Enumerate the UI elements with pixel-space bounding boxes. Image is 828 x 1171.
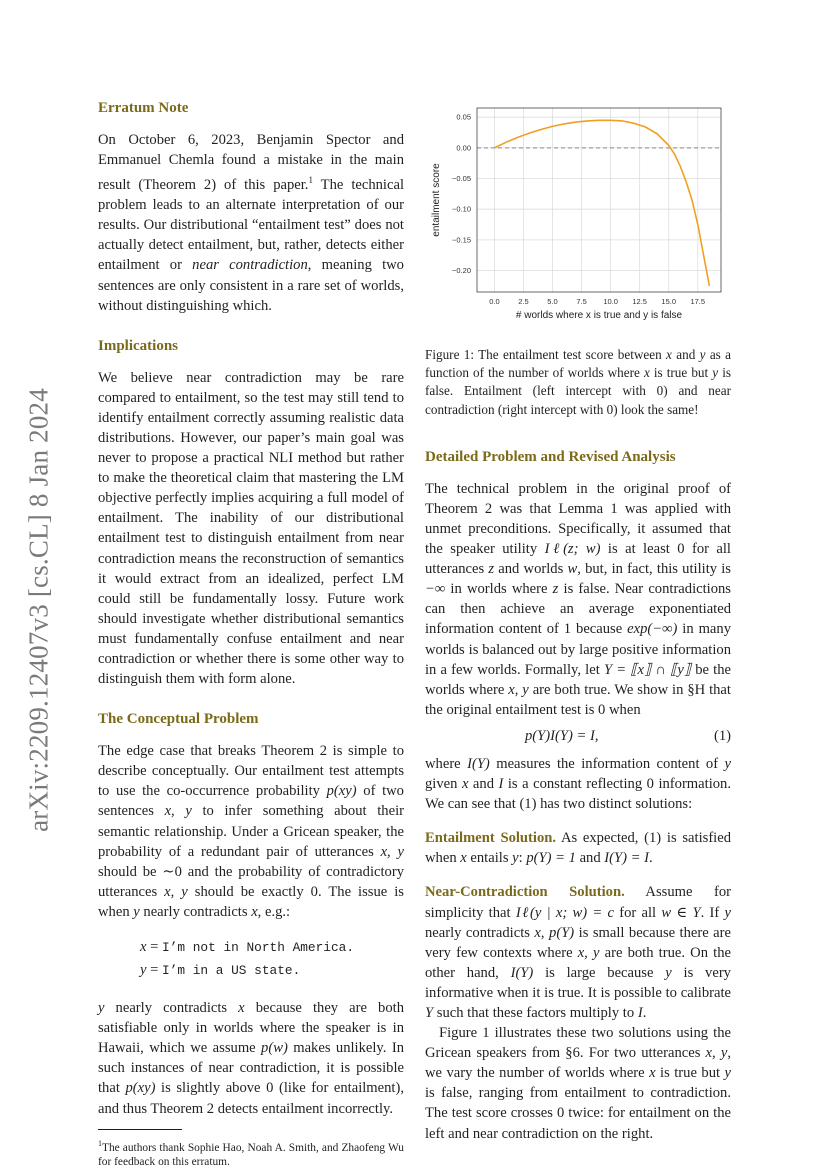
- x-tick-label: 2.5: [518, 297, 529, 306]
- x-tick-label: 12.5: [632, 297, 647, 306]
- arxiv-sidebar: [24, 377, 54, 843]
- entailment-solution-paragraph: Entailment Solution. As expected, (1) is satisfied when x entails y: p(Y) = 1 and I(Y) = I.: [425, 830, 732, 867]
- implications-paragraph: We believe near contradiction may be rare compared to entailment, so the test may still tend to identify entailment correctly assuming realistic data distributions. However, our paper’s main goal was never to propose a practical NLI method but rather to make the theoretical claim that mastering the LM objective perfectly implies acquiring a full model of entailment. The inability of our distributional entailment test to distinguish entailment from near contradiction means the reconstruction of semantics it would extract from an idealized, perfect LM could still be fundamentally lossy. Future work should investigate whether distributional semantics must fundamentally confuse entailment and near contradiction or whether there is some other way to distinguish them with form alone.: [98, 369, 404, 688]
- entailment-score-chart: [425, 104, 731, 324]
- footnote-marker[interactable]: 1: [308, 175, 313, 186]
- y-tick-label: −0.15: [452, 235, 471, 245]
- y-tick-labels: [452, 113, 471, 275]
- erratum-heading: Erratum Note: [98, 100, 189, 116]
- left-column: [98, 98, 404, 1170]
- footnote: $^1$The authors thank Sophie Hao, Noah A. Smith, and Zhaofeng Wu for feedback on this erratum.: [98, 1138, 404, 1169]
- x-tick-label: 15.0: [661, 297, 677, 306]
- equation-number: (1): [713, 727, 731, 744]
- conceptual-heading: The Conceptual Problem: [98, 711, 259, 728]
- x-axis-label: # worlds where x is true and y is false: [515, 310, 683, 321]
- figure-discussion-paragraph: Figure 1 illustrates these two solutions using the Gricean speakers from §6. For two utterances x, y, we vary the number of worlds where x is true but y is false, ranging from entailment to contradiction. The test score crosses 0 twice: for entailment on the left and near contradiction on the right.: [425, 1025, 731, 1142]
- plot-frame: [477, 108, 721, 292]
- solutions-intro: where I(Y) measures the information content of y given x and I is a constant reflecting 0 information. We can see that (1) has two distinct solutions:: [425, 755, 731, 813]
- detailed-heading: Detailed Problem and Revised Analysis: [425, 448, 676, 465]
- figure-1: [425, 104, 731, 334]
- figure-caption: Figure 1: The entailment test score between x and y as a function of the number of worlds where x is true but y is false. Entailment (left intercept with 0) and near contradiction (right intercept with 0) look the same!: [425, 347, 731, 417]
- arxiv-identifier: arXiv:2209.12407v3 [cs.CL] 8 Jan 2024: [23, 388, 54, 832]
- y-tick-label: 0.05: [456, 112, 471, 122]
- y-tick-label: 0.00: [456, 143, 471, 153]
- right-column: [425, 104, 731, 1144]
- series-line: [494, 120, 709, 286]
- x-tick-labels: [489, 297, 705, 306]
- chart-grid: [477, 108, 721, 292]
- near-contradiction-paragraph: y nearly contradicts x because they are both satisfiable only in worlds where the speaker is in Hawaii, which we assume p(w) makes unlikely. In such instances of near contradiction, it is possible that p(xy) is slightly above 0 (like for entailment), and thus Theorem 2 detects entailment incorrectly.: [98, 1000, 404, 1117]
- y-tick-label: −0.20: [452, 266, 471, 276]
- x-tick-label: 7.5: [576, 297, 587, 306]
- conceptual-paragraph: The edge case that breaks Theorem 2 is simple to describe conceptually. Our entailment test attempts to use the co-occurrence probability p(xy) of two sentences x, y to infer something about their semantic relationship. Under a Gricean speaker, the probability of a redundant pair of utterances x, y should be ∼0 and the probability of contradictory utterances x, y should be exactly 0. The issue is when y nearly contradicts x, e.g.:: [98, 743, 404, 920]
- footnote-rule: [98, 1129, 182, 1130]
- equation-body: p(Y)I(Y) = I,: [525, 727, 599, 744]
- x-tick-label: 0.0: [489, 297, 500, 306]
- x-tick-label: 5.0: [547, 297, 558, 306]
- y-tick-label: −0.10: [452, 204, 471, 214]
- near-contradiction-solution-paragraph: Near-Contradiction Solution. Assume for simplicity that Iℓ(y | x; w) = c for all w ∈ Y. If y nearly contradicts x, p(Y) is small because there are very few contexts where x, y are both true. On the other hand, I(Y) is large because y is very informative when it is true. It is possible to calibrate Y such that these factors multiply to I.: [425, 884, 732, 1021]
- example-x: x = I’m not in North America.: [140, 939, 355, 956]
- example-y: y = I’m in a US state.: [140, 962, 301, 979]
- equation-1: [425, 720, 731, 754]
- example-block: [98, 922, 404, 998]
- erratum-paragraph: On October 6, 2023, Benjamin Spector and Emmanuel Chemla found a mistake in the main result (Theorem 2) of this paper.$^1$ The technical problem leads to an alternate interpretation of our results. Our distributional “entailment test” does not actually detect entailment, but, rather, detects either entailment or near contradiction, meaning two sentences are only consistent in a rare set of worlds, without distinguishing which.: [98, 132, 405, 314]
- y-tick-label: −0.05: [452, 174, 471, 184]
- x-tick-label: 17.5: [690, 297, 706, 306]
- detailed-paragraph: The technical problem in the original proof of Theorem 2 was that Lemma 1 was applied with unmet preconditions. Specifically, it assumed that the speaker utility Iℓ(z; w) is at least 0 for all utterances z and worlds w, but, in fact, this utility is −∞ in worlds where z is false. Near contradictions can then achieve an average exponentiated information content of 1 because exp(−∞) in many worlds is balanced out by large positive information in a few worlds. Formally, let Y = ⟦x⟧ ∩ ⟦y⟧ be the worlds where x, y are both true. We show in §H that the original entailment test is 0 when: [425, 480, 732, 718]
- x-tick-label: 10.0: [603, 297, 618, 306]
- implications-heading: Implications: [98, 337, 179, 354]
- y-axis-label: entailment score: [431, 163, 442, 237]
